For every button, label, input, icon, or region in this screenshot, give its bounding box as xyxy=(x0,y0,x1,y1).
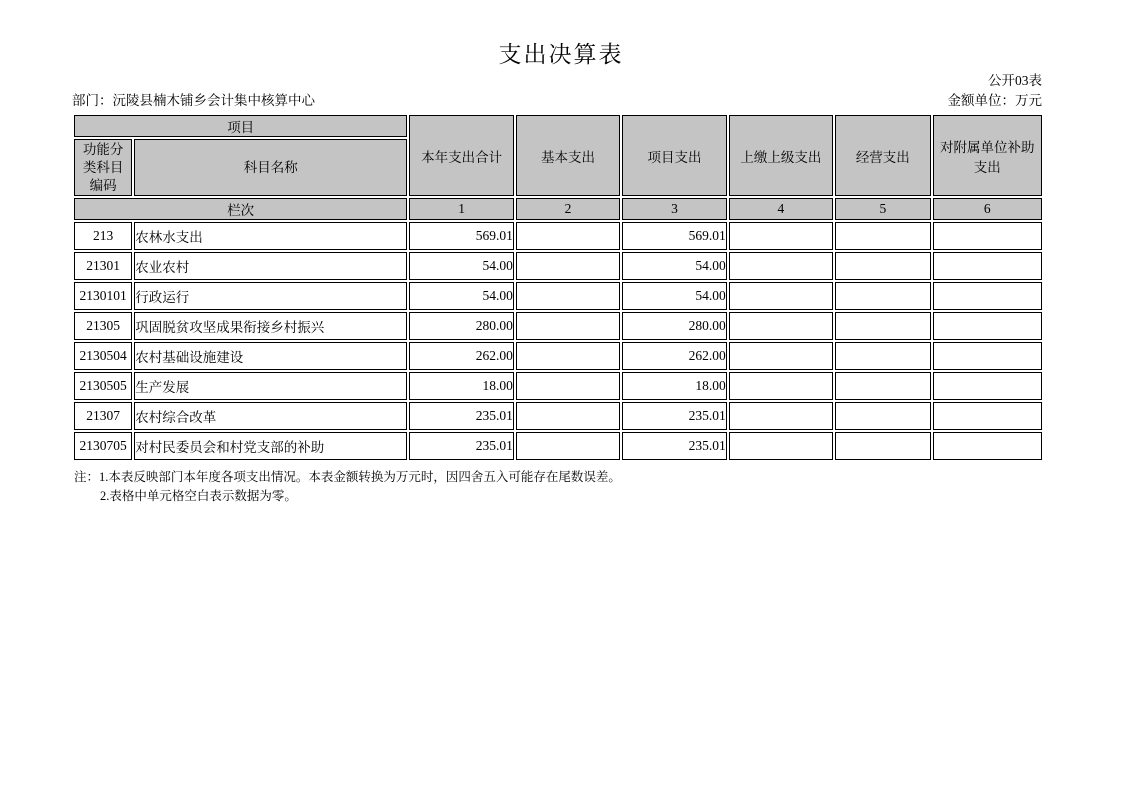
subsidy-cell xyxy=(933,372,1042,400)
code-cell: 213 xyxy=(74,222,132,250)
basic-cell xyxy=(516,252,620,280)
name-cell: 农业农村 xyxy=(134,252,407,280)
project-cell: 54.00 xyxy=(622,252,726,280)
header-code-label: 功能分类科目编码 xyxy=(74,139,132,196)
header-project-group: 项目 xyxy=(74,115,407,137)
table-row xyxy=(74,312,1042,340)
name-cell: 行政运行 xyxy=(134,282,407,310)
operating-cell xyxy=(835,252,930,280)
code-cell: 2130101 xyxy=(74,282,132,310)
table-row xyxy=(74,432,1042,460)
project-cell: 235.01 xyxy=(622,432,726,460)
footnotes xyxy=(74,468,1122,506)
total-cell: 280.00 xyxy=(409,312,513,340)
subsidy-cell xyxy=(933,402,1042,430)
upper-cell xyxy=(729,252,833,280)
total-cell: 262.00 xyxy=(409,342,513,370)
code-cell: 2130705 xyxy=(74,432,132,460)
subsidy-cell xyxy=(933,282,1042,310)
header-name-label: 科目名称 xyxy=(134,139,407,196)
name-cell: 农林水支出 xyxy=(134,222,407,250)
header-col-operating: 经营支出 xyxy=(835,115,930,196)
basic-cell xyxy=(516,222,620,250)
project-cell: 262.00 xyxy=(622,342,726,370)
total-cell: 54.00 xyxy=(409,282,513,310)
name-cell: 农村综合改革 xyxy=(134,402,407,430)
upper-cell xyxy=(729,222,833,250)
subsidy-cell xyxy=(933,432,1042,460)
page-title: 支出决算表 xyxy=(498,42,624,67)
header-col-total: 本年支出合计 xyxy=(409,115,513,196)
code-cell: 21307 xyxy=(74,402,132,430)
code-cell: 21301 xyxy=(74,252,132,280)
table-row xyxy=(74,282,1042,310)
project-cell: 18.00 xyxy=(622,372,726,400)
code-cell: 2130504 xyxy=(74,342,132,370)
project-cell: 235.01 xyxy=(622,402,726,430)
basic-cell xyxy=(516,372,620,400)
table-row xyxy=(74,402,1042,430)
operating-cell xyxy=(835,312,930,340)
table-row xyxy=(74,372,1042,400)
expenditure-table xyxy=(72,113,1044,462)
department-label: 部门：沅陵县楠木铺乡会计集中核算中心 xyxy=(72,93,315,108)
operating-cell xyxy=(835,282,930,310)
rank-label: 栏次 xyxy=(74,198,407,220)
basic-cell xyxy=(516,342,620,370)
rank-number-3: 3 xyxy=(622,198,726,220)
name-cell: 生产发展 xyxy=(134,372,407,400)
subsidy-cell xyxy=(933,312,1042,340)
table-row xyxy=(74,252,1042,280)
rank-number-5: 5 xyxy=(835,198,930,220)
total-cell: 569.01 xyxy=(409,222,513,250)
name-cell: 对村民委员会和村党支部的补助 xyxy=(134,432,407,460)
table-code-label: 公开03表 xyxy=(988,73,1042,88)
upper-cell xyxy=(729,372,833,400)
upper-cell xyxy=(729,432,833,460)
header-col-basic: 基本支出 xyxy=(516,115,620,196)
total-cell: 235.01 xyxy=(409,402,513,430)
note-line-2: 2.表格中单元格空白表示数据为零。 xyxy=(100,489,297,503)
rank-number-4: 4 xyxy=(729,198,833,220)
header-row-rank xyxy=(74,198,1042,220)
project-cell: 569.01 xyxy=(622,222,726,250)
basic-cell xyxy=(516,402,620,430)
total-cell: 54.00 xyxy=(409,252,513,280)
header-row-project xyxy=(74,115,1042,137)
header-col-project-exp: 项目支出 xyxy=(622,115,726,196)
rank-number-6: 6 xyxy=(933,198,1042,220)
operating-cell xyxy=(835,222,930,250)
total-cell: 235.01 xyxy=(409,432,513,460)
upper-cell xyxy=(729,402,833,430)
subsidy-cell xyxy=(933,342,1042,370)
operating-cell xyxy=(835,342,930,370)
basic-cell xyxy=(516,432,620,460)
table-meta-row xyxy=(72,92,1042,109)
name-cell: 农村基础设施建设 xyxy=(134,342,407,370)
header-col-upper: 上缴上级支出 xyxy=(729,115,833,196)
total-cell: 18.00 xyxy=(409,372,513,400)
subsidy-cell xyxy=(933,252,1042,280)
header-col-subsidy: 对附属单位补助支出 xyxy=(933,115,1042,196)
basic-cell xyxy=(516,312,620,340)
basic-cell xyxy=(516,282,620,310)
upper-cell xyxy=(729,342,833,370)
table-row xyxy=(74,222,1042,250)
unit-label: 金额单位：万元 xyxy=(947,93,1042,108)
upper-cell xyxy=(729,282,833,310)
name-cell: 巩固脱贫攻坚成果衔接乡村振兴 xyxy=(134,312,407,340)
project-cell: 54.00 xyxy=(622,282,726,310)
subsidy-cell xyxy=(933,222,1042,250)
note-line-1: 注：1.本表反映部门本年度各项支出情况。本表金额转换为万元时，因四舍五入可能存在尾数误差。 xyxy=(74,470,621,484)
rank-number-1: 1 xyxy=(409,198,513,220)
project-cell: 280.00 xyxy=(622,312,726,340)
operating-cell xyxy=(835,372,930,400)
operating-cell xyxy=(835,432,930,460)
table-row xyxy=(74,342,1042,370)
operating-cell xyxy=(835,402,930,430)
code-cell: 21305 xyxy=(74,312,132,340)
code-cell: 2130505 xyxy=(74,372,132,400)
rank-number-2: 2 xyxy=(516,198,620,220)
upper-cell xyxy=(729,312,833,340)
